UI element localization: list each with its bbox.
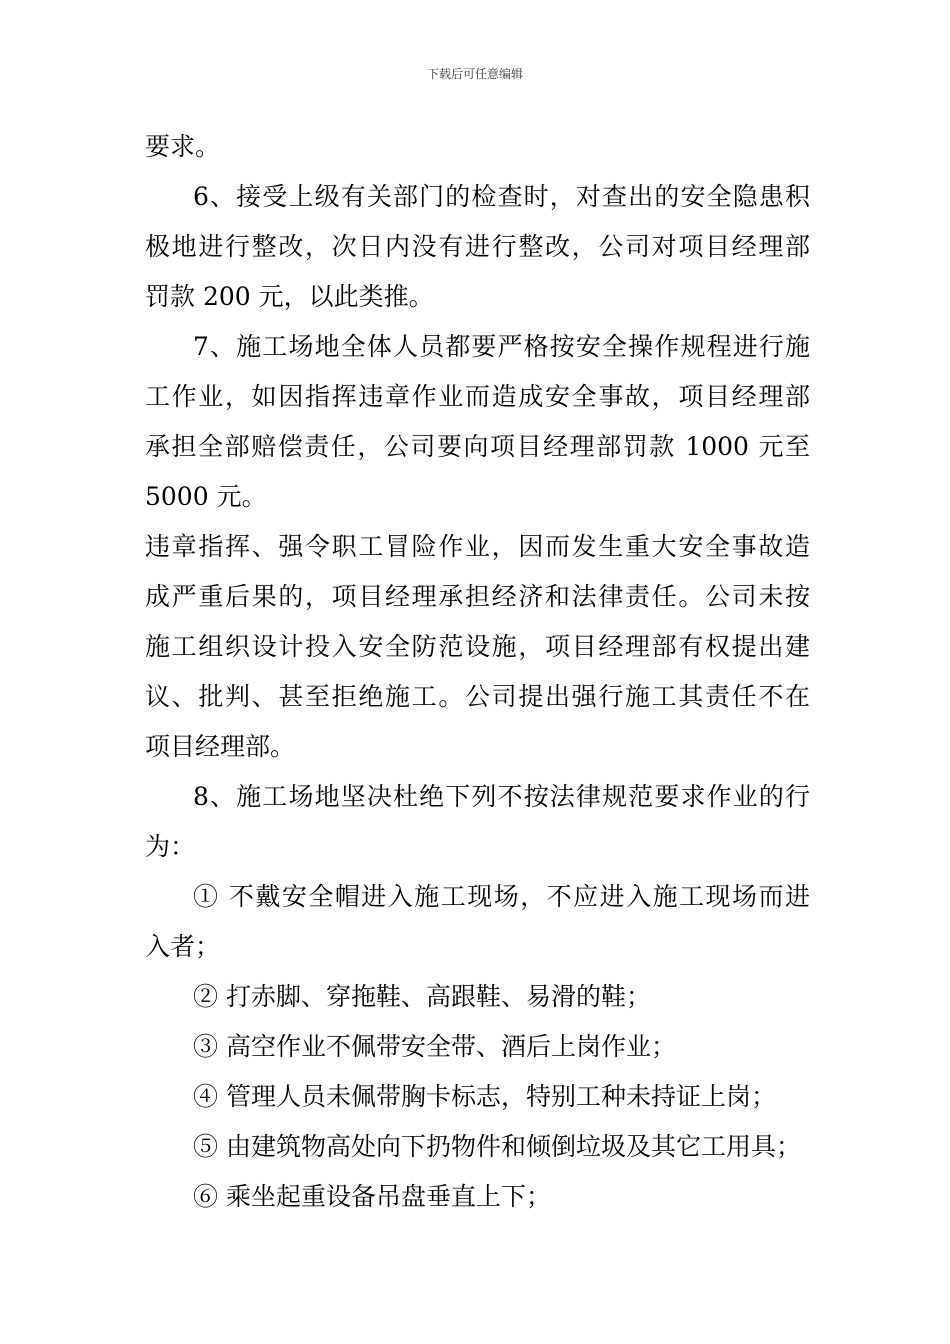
list-item: ④ 管理人员未佩带胸卡标志，特别工种未持证上岗； (193, 1082, 776, 1111)
text-line: 为： (145, 832, 196, 861)
page-header: 下载后可任意编辑 (426, 67, 523, 81)
list-item: ① 不戴安全帽进入施工现场，不应进入施工现场而进 (193, 882, 810, 911)
text-line: 违章指挥、强令职工冒险作业，因而发生重大安全事故造 (145, 532, 810, 561)
text-line: 项目经理部。 (145, 732, 296, 761)
text-line: 施工组织设计投入安全防范设施，项目经理部有权提出建 (145, 632, 810, 661)
list-item: ⑤ 由建筑物高处向下扔物件和倾倒垃圾及其它工用具； (193, 1132, 801, 1161)
list-item: ⑥ 乘坐起重设备吊盘垂直上下； (193, 1182, 551, 1211)
text-line: 承担全部赔偿责任，公司要向项目经理部罚款 1000 元至 (145, 432, 810, 461)
text-line: 工作业，如因指挥违章作业而造成安全事故，项目经理部 (145, 382, 810, 411)
text-line: 罚款 200 元，以此类推。 (145, 282, 434, 311)
text-line: 成严重后果的，项目经理承担经济和法律责任。公司未按 (145, 582, 810, 611)
text-line: 8、施工场地坚决杜绝下列不按法律规范要求作业的行 (193, 782, 810, 811)
list-item: ③ 高空作业不佩带安全带、酒后上岗作业； (193, 1032, 676, 1061)
text-line: 7、施工场地全体人员都要严格按安全操作规程进行施 (193, 332, 810, 361)
text-line: 议、批判、甚至拒绝施工。公司提出强行施工其责任不在 (145, 682, 810, 711)
text-line: 入者； (145, 932, 221, 961)
text-line: 要求。 (145, 132, 221, 161)
text-line: 极地进行整改，次日内没有进行整改，公司对项目经理部 (145, 232, 810, 261)
text-line: 5000 元。 (145, 482, 267, 511)
list-item: ② 打赤脚、穿拖鞋、高跟鞋、易滑的鞋； (193, 982, 651, 1011)
text-line: 6、接受上级有关部门的检查时，对查出的安全隐患积 (193, 182, 810, 211)
